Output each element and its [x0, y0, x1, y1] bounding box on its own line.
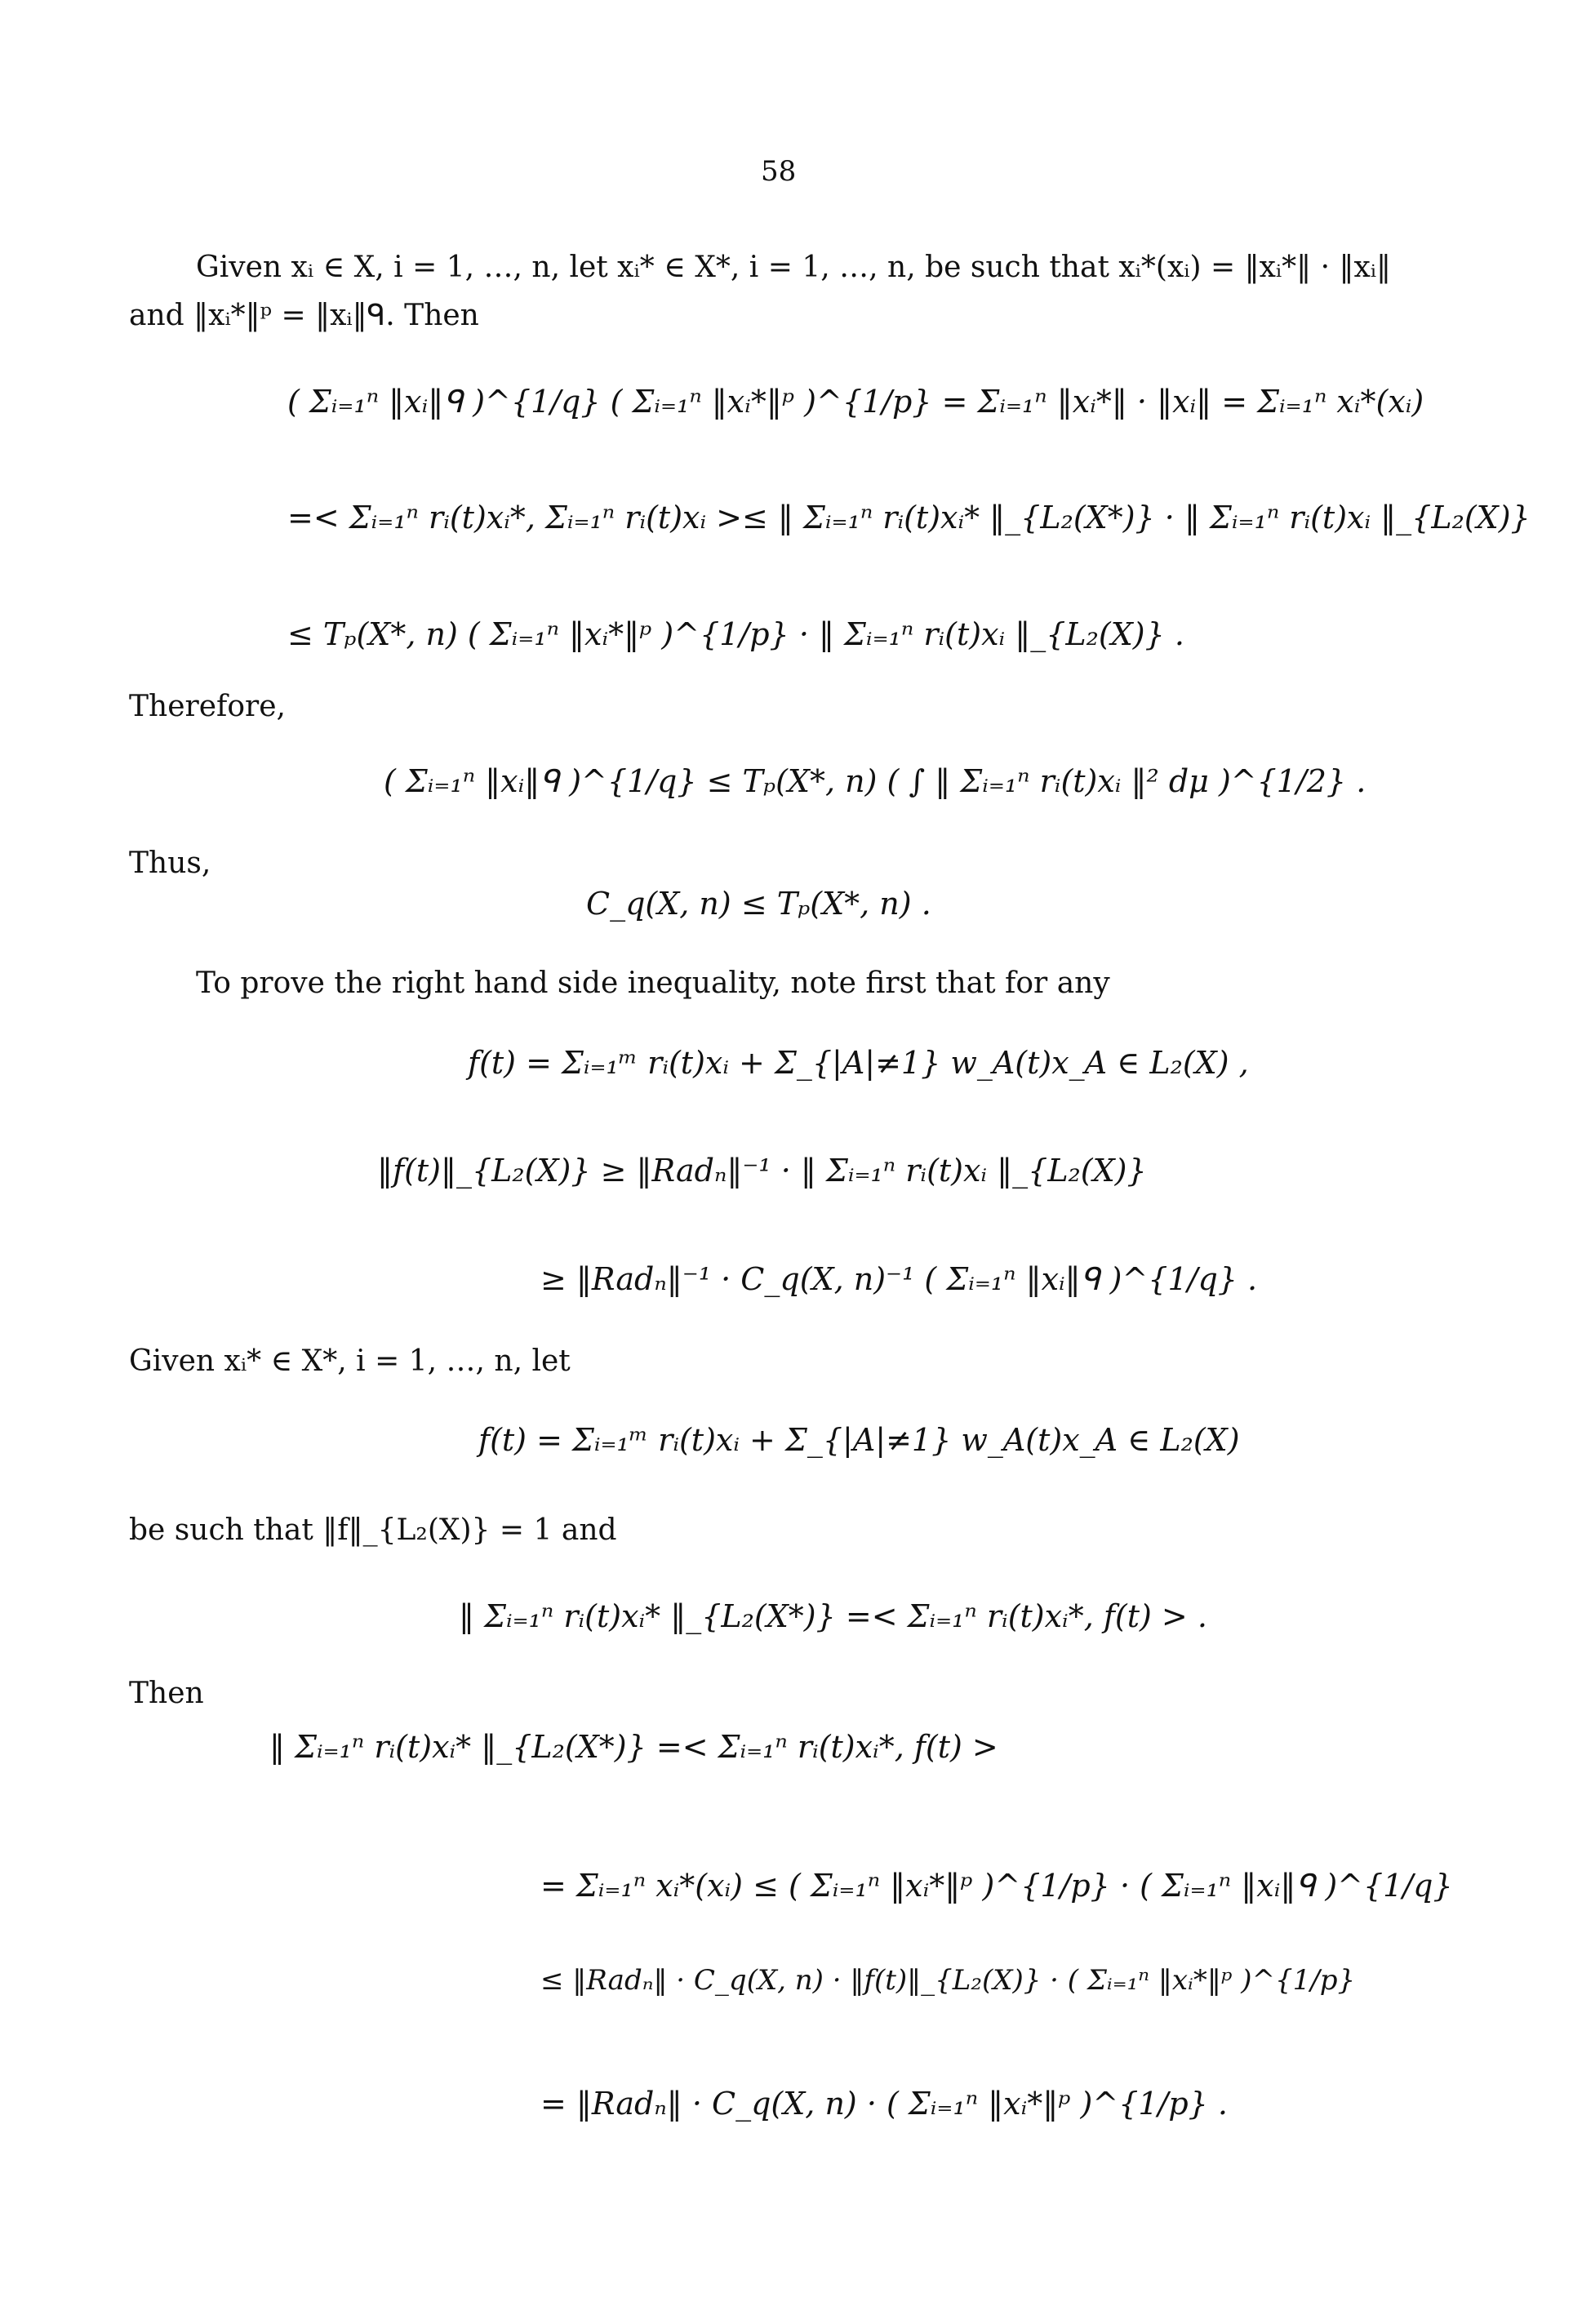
equation-10: ‖ Σᵢ₌₁ⁿ rᵢ(t)xᵢ* ‖_{L₂(X*)} =< Σᵢ₌₁ⁿ rᵢ(t)xᵢ*, f(t) > .	[459, 1598, 1207, 1634]
equation-12: = Σᵢ₌₁ⁿ xᵢ*(xᵢ) ≤ ( Σᵢ₌₁ⁿ ‖xᵢ*‖ᵖ )^{1/p} · ( Σᵢ₌₁ⁿ ‖xᵢ‖ᑫ )^{1/q}	[540, 1868, 1453, 1904]
paragraph-2: To prove the right hand side inequality, note first that for any	[196, 966, 1110, 1000]
equation-11: ‖ Σᵢ₌₁ⁿ rᵢ(t)xᵢ* ‖_{L₂(X*)} =< Σᵢ₌₁ⁿ rᵢ(t)xᵢ*, f(t) >	[269, 1729, 998, 1765]
equation-3: ≤ Tₚ(X*, n) ( Σᵢ₌₁ⁿ ‖xᵢ*‖ᵖ )^{1/p} · ‖ Σᵢ₌₁ⁿ rᵢ(t)xᵢ ‖_{L₂(X)} .	[287, 616, 1184, 652]
equation-7: ‖f(t)‖_{L₂(X)} ≥ ‖Radₙ‖⁻¹ · ‖ Σᵢ₌₁ⁿ rᵢ(t)xᵢ ‖_{L₂(X)}	[377, 1153, 1147, 1189]
equation-1: ( Σᵢ₌₁ⁿ ‖xᵢ‖ᑫ )^{1/q} ( Σᵢ₌₁ⁿ ‖xᵢ*‖ᵖ )^{1/p} = Σᵢ₌₁ⁿ ‖xᵢ*‖ · ‖xᵢ‖ = Σᵢ₌₁ⁿ xᵢ*(xᵢ)	[287, 384, 1424, 420]
be-such-line: be such that ‖f‖_{L₂(X)} = 1 and	[129, 1513, 617, 1547]
then-label: Then	[129, 1677, 204, 1710]
page-number: 58	[761, 155, 797, 188]
equation-2: =< Σᵢ₌₁ⁿ rᵢ(t)xᵢ*, Σᵢ₌₁ⁿ rᵢ(t)xᵢ >≤ ‖ Σᵢ₌₁ⁿ rᵢ(t)xᵢ* ‖_{L₂(X*)} · ‖ Σᵢ₌₁ⁿ rᵢ(t)xᵢ ‖_{L₂(X)}	[287, 500, 1531, 535]
therefore-label: Therefore,	[129, 690, 286, 723]
equation-4: ( Σᵢ₌₁ⁿ ‖xᵢ‖ᑫ )^{1/q} ≤ Tₚ(X*, n) ( ∫ ‖ Σᵢ₌₁ⁿ rᵢ(t)xᵢ ‖² dμ )^{1/2} .	[384, 763, 1366, 799]
paragraph-1-line-2: and ‖xᵢ*‖ᵖ = ‖xᵢ‖ᑫ. Then	[129, 299, 479, 332]
equation-14: = ‖Radₙ‖ · C_q(X, n) · ( Σᵢ₌₁ⁿ ‖xᵢ*‖ᵖ )^{1/p} .	[540, 2086, 1229, 2122]
paragraph-1-line-1: Given xᵢ ∈ X, i = 1, …, n, let xᵢ* ∈ X*, i = 1, …, n, be such that xᵢ*(xᵢ) = ‖xᵢ*‖ · ‖xᵢ‖	[196, 251, 1392, 284]
equation-5: C_q(X, n) ≤ Tₚ(X*, n) .	[586, 886, 931, 922]
equation-8: ≥ ‖Radₙ‖⁻¹ · C_q(X, n)⁻¹ ( Σᵢ₌₁ⁿ ‖xᵢ‖ᑫ )^{1/q} .	[540, 1261, 1258, 1297]
equation-13: ≤ ‖Radₙ‖ · C_q(X, n) · ‖f(t)‖_{L₂(X)} · ( Σᵢ₌₁ⁿ ‖xᵢ*‖ᵖ )^{1/p}	[540, 1964, 1356, 1997]
given-2-line: Given xᵢ* ∈ X*, i = 1, …, n, let	[129, 1344, 571, 1378]
equation-9: f(t) = Σᵢ₌₁ᵐ rᵢ(t)xᵢ + Σ_{|A|≠1} w_A(t)x_A ∈ L₂(X)	[478, 1422, 1240, 1458]
equation-6: f(t) = Σᵢ₌₁ᵐ rᵢ(t)xᵢ + Σ_{|A|≠1} w_A(t)x_A ∈ L₂(X) ,	[468, 1045, 1249, 1081]
thus-label: Thus,	[129, 847, 211, 880]
